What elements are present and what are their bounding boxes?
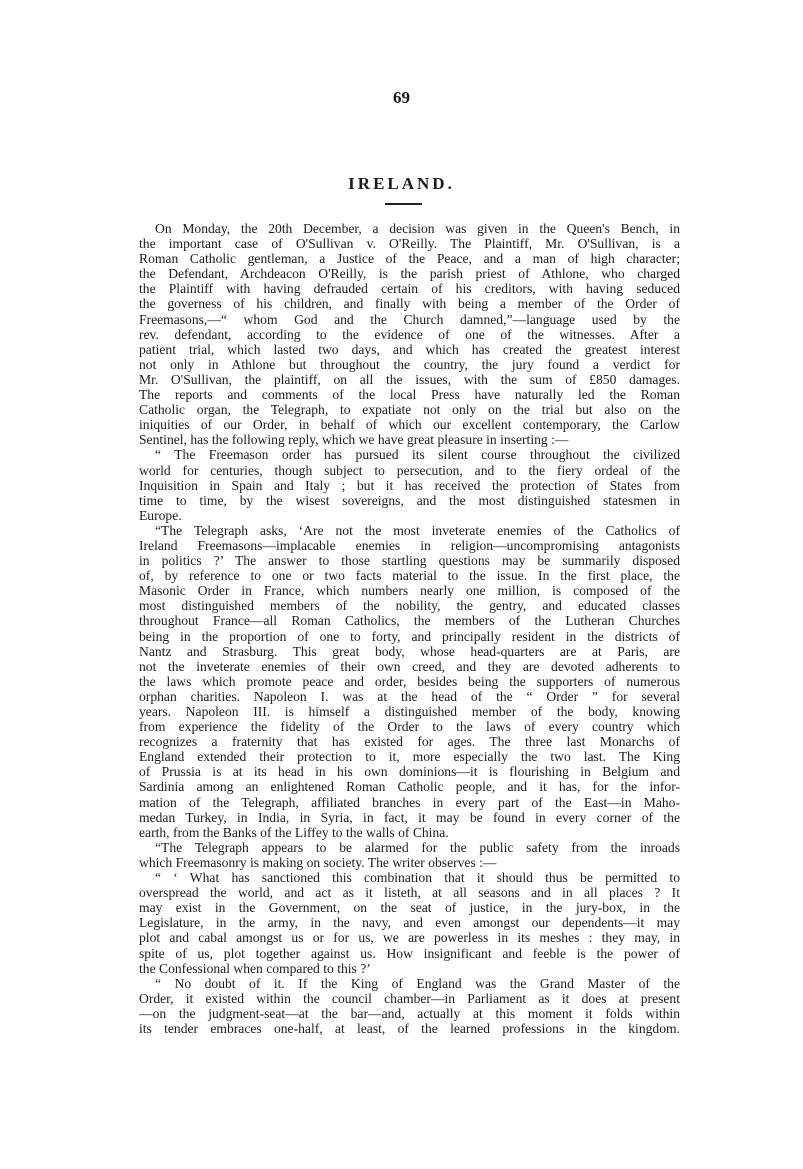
text-line	[139, 976, 680, 991]
text-line	[139, 478, 680, 493]
text-line	[139, 342, 680, 357]
text-line-content: which Freemasonry is making on society. The writer observes :—	[139, 854, 497, 870]
text-line	[139, 281, 680, 296]
text-line	[139, 629, 680, 644]
text-line	[139, 583, 680, 598]
text-line	[139, 221, 680, 236]
text-line	[139, 991, 680, 1006]
text-line	[139, 538, 680, 553]
text-line	[139, 659, 680, 674]
text-line-content: the important case of O'Sullivan v. O'Reilly. The Plaintiff, Mr. O'Sullivan, is a	[139, 236, 680, 252]
text-line	[139, 236, 680, 251]
text-line-content: not only in Athlone but throughout the country, the jury found a verdict for	[139, 356, 680, 372]
text-line-content: —on the judgment-seat—at the bar—and, actually at this moment it folds within	[139, 1005, 680, 1021]
text-line	[139, 870, 680, 885]
text-line	[139, 417, 680, 432]
text-line	[139, 327, 680, 342]
text-line-content: Europe.	[139, 507, 182, 523]
text-line	[139, 357, 680, 372]
text-line	[139, 387, 680, 402]
text-line	[139, 568, 680, 583]
heading-rule	[385, 203, 422, 205]
text-line-content: time to time, by the wisest sovereigns, and the most distinguished statesmen in	[139, 492, 680, 508]
text-line	[139, 749, 680, 764]
text-line	[139, 961, 680, 976]
text-line	[139, 463, 680, 478]
text-line-content: Mr. O'Sullivan, the plaintiff, on all the issues, with the sum of £850 damages.	[139, 371, 680, 387]
text-line-content: the laws which promote peace and order, besides being the supporters of numerous	[139, 673, 680, 689]
text-line-content: years. Napoleon III. is himself a distinguished member of the body, knowing	[139, 704, 680, 719]
text-line-content: overspread the world, and act as it listeth, at all seasons and in all places ? It	[139, 885, 680, 901]
text-line	[139, 251, 680, 266]
text-line	[139, 946, 680, 961]
page-number: 69	[393, 88, 410, 107]
article-body	[139, 221, 680, 1036]
text-line-content: Sardinia among an enlightened Roman Catholic people, and it has, for the infor-	[139, 779, 680, 795]
text-line-content: medan Turkey, in India, in Syria, in fact, it may be found in every corner of the	[139, 809, 680, 825]
text-line-content: the Plaintiff with having defrauded certain of his creditors, with having seduced	[139, 281, 680, 297]
text-line-content: Masonic Order in France, which numbers nearly one million, is composed of the	[139, 583, 680, 599]
text-line-content: plot and cabal amongst us or for us, we are powerless in its meshes : they may, in	[139, 930, 680, 946]
text-line	[139, 1006, 680, 1021]
text-line	[139, 296, 680, 311]
text-line	[139, 613, 680, 628]
text-line-content: of Prussia is at its head in his own dominions—it is flourishing in Belgium and	[139, 764, 680, 780]
text-line-content: patient trial, which lasted two days, and which has created the greatest interest	[139, 341, 680, 357]
text-line-content: Ireland Freemasons—implacable enemies in religion—uncompromising antagonists	[139, 537, 680, 553]
text-line-content: “ No doubt of it. If the King of England was the Grand Master of the	[155, 975, 680, 991]
text-line-content: Legislature, in the army, in the navy, and even amongst our dependents—it may	[139, 915, 680, 931]
text-line	[139, 689, 680, 704]
text-line-content: the governess of his children, and finally with being a member of the Order of	[139, 296, 680, 312]
text-line-content: world for centuries, though subject to persecution, and to the fiery ordeal of the	[139, 462, 680, 478]
text-line-content: being in the proportion of one to forty, and principally resident in the districts of	[139, 628, 680, 644]
text-line	[139, 523, 680, 538]
text-line-content: most distinguished members of the nobility, the gentry, and educated classes	[139, 598, 680, 614]
text-line	[139, 930, 680, 945]
text-line	[139, 840, 680, 855]
text-line-content: the Defendant, Archdeacon O'Reilly, is the parish priest of Athlone, who charged	[139, 266, 680, 282]
text-line-content: England extended their protection to it, more especially the two last. The King	[139, 749, 680, 765]
text-line-content: the Confessional when compared to this ?’	[139, 960, 371, 976]
text-line	[139, 795, 680, 810]
text-line-content: Sentinel, has the following reply, which we have great pleasure in inserting :—	[139, 432, 569, 448]
text-line-content: in politics ?’ The answer to those startling questions may be summarily disposed	[139, 553, 680, 569]
text-line-content: mation of the Telegraph, affiliated branches in every part of the East—in Maho-	[139, 794, 680, 810]
text-line	[139, 915, 680, 930]
text-line	[139, 493, 680, 508]
text-line-content: may exist in the Government, on the seat of justice, in the jury-box, in the	[139, 900, 680, 916]
text-line-content: Inquisition in Spain and Italy ; but it has received the protection of States from	[139, 477, 680, 493]
article-heading: IRELAND.	[348, 174, 455, 193]
text-line-content: Roman Catholic gentleman, a Justice of the Peace, and a man of high character;	[139, 251, 680, 267]
text-line-content: On Monday, the 20th December, a decision was given in the Queen's Bench, in	[155, 221, 680, 236]
text-line-content: Freemasons,—“ whom God and the Church damned,”—language used by the	[139, 311, 680, 327]
text-line	[139, 1021, 680, 1036]
text-line	[139, 674, 680, 689]
text-line	[139, 764, 680, 779]
text-line	[139, 508, 680, 523]
text-line	[139, 825, 680, 840]
text-line-content: Order, it existed within the council chamber—in Parliament as it does at present	[139, 990, 680, 1006]
text-line	[139, 810, 680, 825]
text-line	[139, 598, 680, 613]
text-line-content: spite of us, plot together against us. How insignificant and feeble is the power of	[139, 945, 680, 961]
text-line	[139, 266, 680, 281]
text-line	[139, 372, 680, 387]
text-line	[139, 644, 680, 659]
text-line-content: not the inveterate enemies of their own creed, and they are devoted adherents to	[139, 658, 680, 674]
text-line-content: “ ‘ What has sanctioned this combination that it should thus be permitted to	[155, 870, 680, 886]
text-line-content: “The Telegraph appears to be alarmed for the public safety from the inroads	[155, 839, 680, 855]
text-line	[139, 447, 680, 462]
text-line-content: orphan charities. Napoleon I. was at the head of the “ Order ” for several	[139, 688, 680, 704]
text-line-content: “ The Freemason order has pursued its silent course throughout the civilized	[155, 447, 680, 463]
text-line	[139, 432, 680, 447]
text-line-content: “The Telegraph asks, ‘Are not the most inveterate enemies of the Catholics of	[155, 522, 680, 538]
text-line-content: recognizes a fraternity that has existed for ages. The three last Monarchs of	[139, 734, 680, 750]
text-line-content: iniquities of our Order, in behalf of which our excellent contemporary, the Carlow	[139, 417, 680, 433]
text-line	[139, 900, 680, 915]
text-line	[139, 312, 680, 327]
text-line	[139, 885, 680, 900]
text-line	[139, 855, 680, 870]
text-line	[139, 779, 680, 794]
text-line-content: Catholic organ, the Telegraph, to expatiate not only on the trial but also on the	[139, 402, 680, 418]
text-line-content: earth, from the Banks of the Liffey to the walls of China.	[139, 824, 449, 840]
text-line-content: throughout France—all Roman Catholics, the members of the Lutheran Churches	[139, 613, 680, 629]
text-line-content: from experience the fidelity of the Order to the laws of every country which	[139, 719, 680, 735]
text-line	[139, 553, 680, 568]
text-line	[139, 734, 680, 749]
text-line-content: Nantz and Strasburg. This great body, whose head-quarters are at Paris, are	[139, 643, 680, 659]
text-line-content: of, by reference to one or two facts material to the issue. In the first place, the	[139, 568, 680, 584]
text-line	[139, 704, 680, 719]
text-line-content: its tender embraces one-half, at least, of the learned professions in the kingdom.	[139, 1020, 680, 1036]
text-line-content: rev. defendant, according to the evidence of one of the witnesses. After a	[139, 326, 680, 342]
text-line-content: The reports and comments of the local Press have naturally led the Roman	[139, 387, 680, 403]
text-line	[139, 719, 680, 734]
text-line	[139, 402, 680, 417]
